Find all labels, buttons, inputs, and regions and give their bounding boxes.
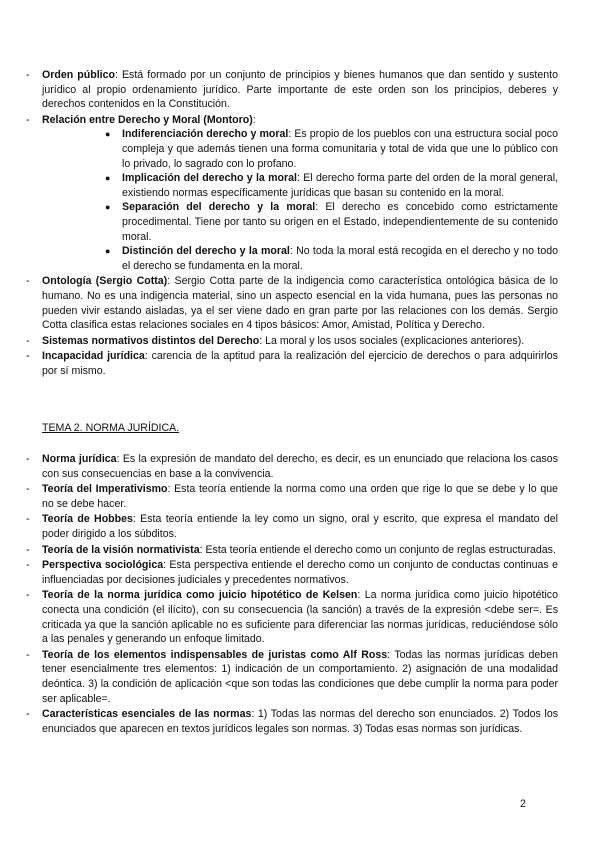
term: Incapacidad jurídica [42,350,145,363]
definition: : Es propio de los pueblos con una estructura social poco compleja y que además tienen una forma comunitaria y total de vida que une lo público con lo privado, lo sagrado con lo profano. [122,128,558,170]
list-item [26,482,558,511]
term: Ontología (Sergio Cotta) [42,275,168,288]
term: Teoría de la norma jurídica como juicio hipotético de Kelsen [42,589,358,602]
term: Perspectiva sociológica [42,559,164,572]
term: Implicación del derecho y la moral [122,172,297,185]
term: Norma jurídica [42,453,117,465]
definition: : No toda la moral está recogida en el derecho y no todo el derecho se fundamenta en la moral. [122,245,558,272]
page-number: 2 [520,798,526,810]
definition: : [252,113,256,126]
definition: : El derecho es concebido como estrictamente procedimental. Tiene por tanto su origen en el Estado, independientemente de su contenido moral. [122,201,558,243]
moral-relations-list [42,127,558,273]
definition: : El derecho forma parte del orden de la moral general, existiendo normas específicamente jurídicas que basan su contenido en la moral. [122,172,558,199]
term: Teoría de Hobbes [42,513,133,526]
term: Indiferenciación derecho y moral [122,128,289,141]
term: Distinción del derecho y la moral [122,245,290,258]
definition: : carencia de la aptitud para la realización del ejercicio de derechos o para adquirirlos por sí mismo. [42,350,558,377]
list-item [26,512,558,541]
term: Teoría de la visión normativista [42,543,200,556]
list-item-incapacidad [26,349,558,378]
sub-item-separacion [42,200,558,244]
term: Relación entre Derecho y Moral (Montoro) [42,113,253,126]
definition: : Esta teoría entiende el derecho como un conjunto de reglas estructuradas. [199,543,556,556]
term: Sistemas normativos distintos del Derecho [42,334,260,347]
term: Orden público [42,69,115,81]
list-item [26,543,558,558]
list-item-derecho-moral [26,113,558,274]
list-item-ontologia [26,274,558,332]
definition: : Sergio Cotta parte de la indigencia como característica ontológica básica de lo humano. No es una indigencia material, sino un aspecto esencial en la vida humana, pues las personas no pueden vivir estando aisladas, ya el ser viene dado en gran parte por las relaciones con los demás. Sergio Cotta clasifica estas relaciones sociales en 4 tipos básicos: Amor, Amistad, Política y Derecho. [42,275,558,332]
section-title: TEMA 2. NORMA JURÍDICA. [42,422,180,434]
definition: : Está formado por un conjunto de principios y bienes humanos que dan sentido y sustento jurídico al propio ordenamiento jurídico. Parte importante de este orden son los principios, deberes y derechos contenidos en la Constitución. [42,69,558,111]
list-item [26,707,558,736]
definition: : Esta perspectiva entiende el derecho como un conjunto de conductas continuas e influenciadas por decisiones judiciales y precedentes normativos. [42,559,558,586]
definition: : 1) Todas las normas del derecho son enunciados. 2) Todos los enunciados que aparecen en textos jurídicos legales son normas. 3) Todas esas normas son jurídicas. [42,708,559,735]
term: Características esenciales de las normas [42,708,252,721]
definition: : Todas las normas jurídicas deben tener esencialmente tres elementos: 1) indicación de un comportamiento. 2) asignación de una modalidad deóntica. 3) la condición de aplicación <que son todas las condiciones que debe cumplir la norma para poder ser aplicable=. [42,648,558,705]
norma-juridica-list [26,452,558,737]
definition: : Es la expresión de mandato del derecho, es decir, es un enunciado que relaciona los casos con sus consecuencias en base a la convivencia. [42,453,558,480]
list-item [26,452,558,481]
term: Separación del derecho y la moral [122,201,316,214]
concepts-list [26,68,558,379]
definition: : Esta teoría entiende la ley como un signo, oral y escrito, que expresa el mandato del poder dirigido a los súbditos. [42,513,558,540]
list-item [26,648,558,706]
list-item-orden-publico [26,68,558,112]
sub-item-distincion [42,244,558,273]
term: Teoría de los elementos indispensables de juristas como Alf Ross [42,648,388,661]
list-item [26,588,558,646]
definition: : La moral y los usos sociales (explicaciones anteriores). [259,334,525,347]
definition: : La norma jurídica como juicio hipotético conecta una condición (el ilícito), con su consecuencia (la sanción) a través de la expresión <debe ser=. Es criticada ya que la sanción aplicable no es suficiente para diferenciar las normas jurídicas, reduciéndose sólo a las penales y generando un enfoque limitado. [42,589,558,646]
list-item [26,558,558,587]
sub-item-indiferenciacion [42,127,558,171]
list-item-sistemas-normativos [26,334,558,349]
sub-item-implicacion [42,171,558,200]
term: Teoría del Imperativismo [42,483,168,496]
definition: : Esta teoría entiende la norma como una orden que rige lo que se debe y lo que no se debe hacer. [42,483,558,510]
